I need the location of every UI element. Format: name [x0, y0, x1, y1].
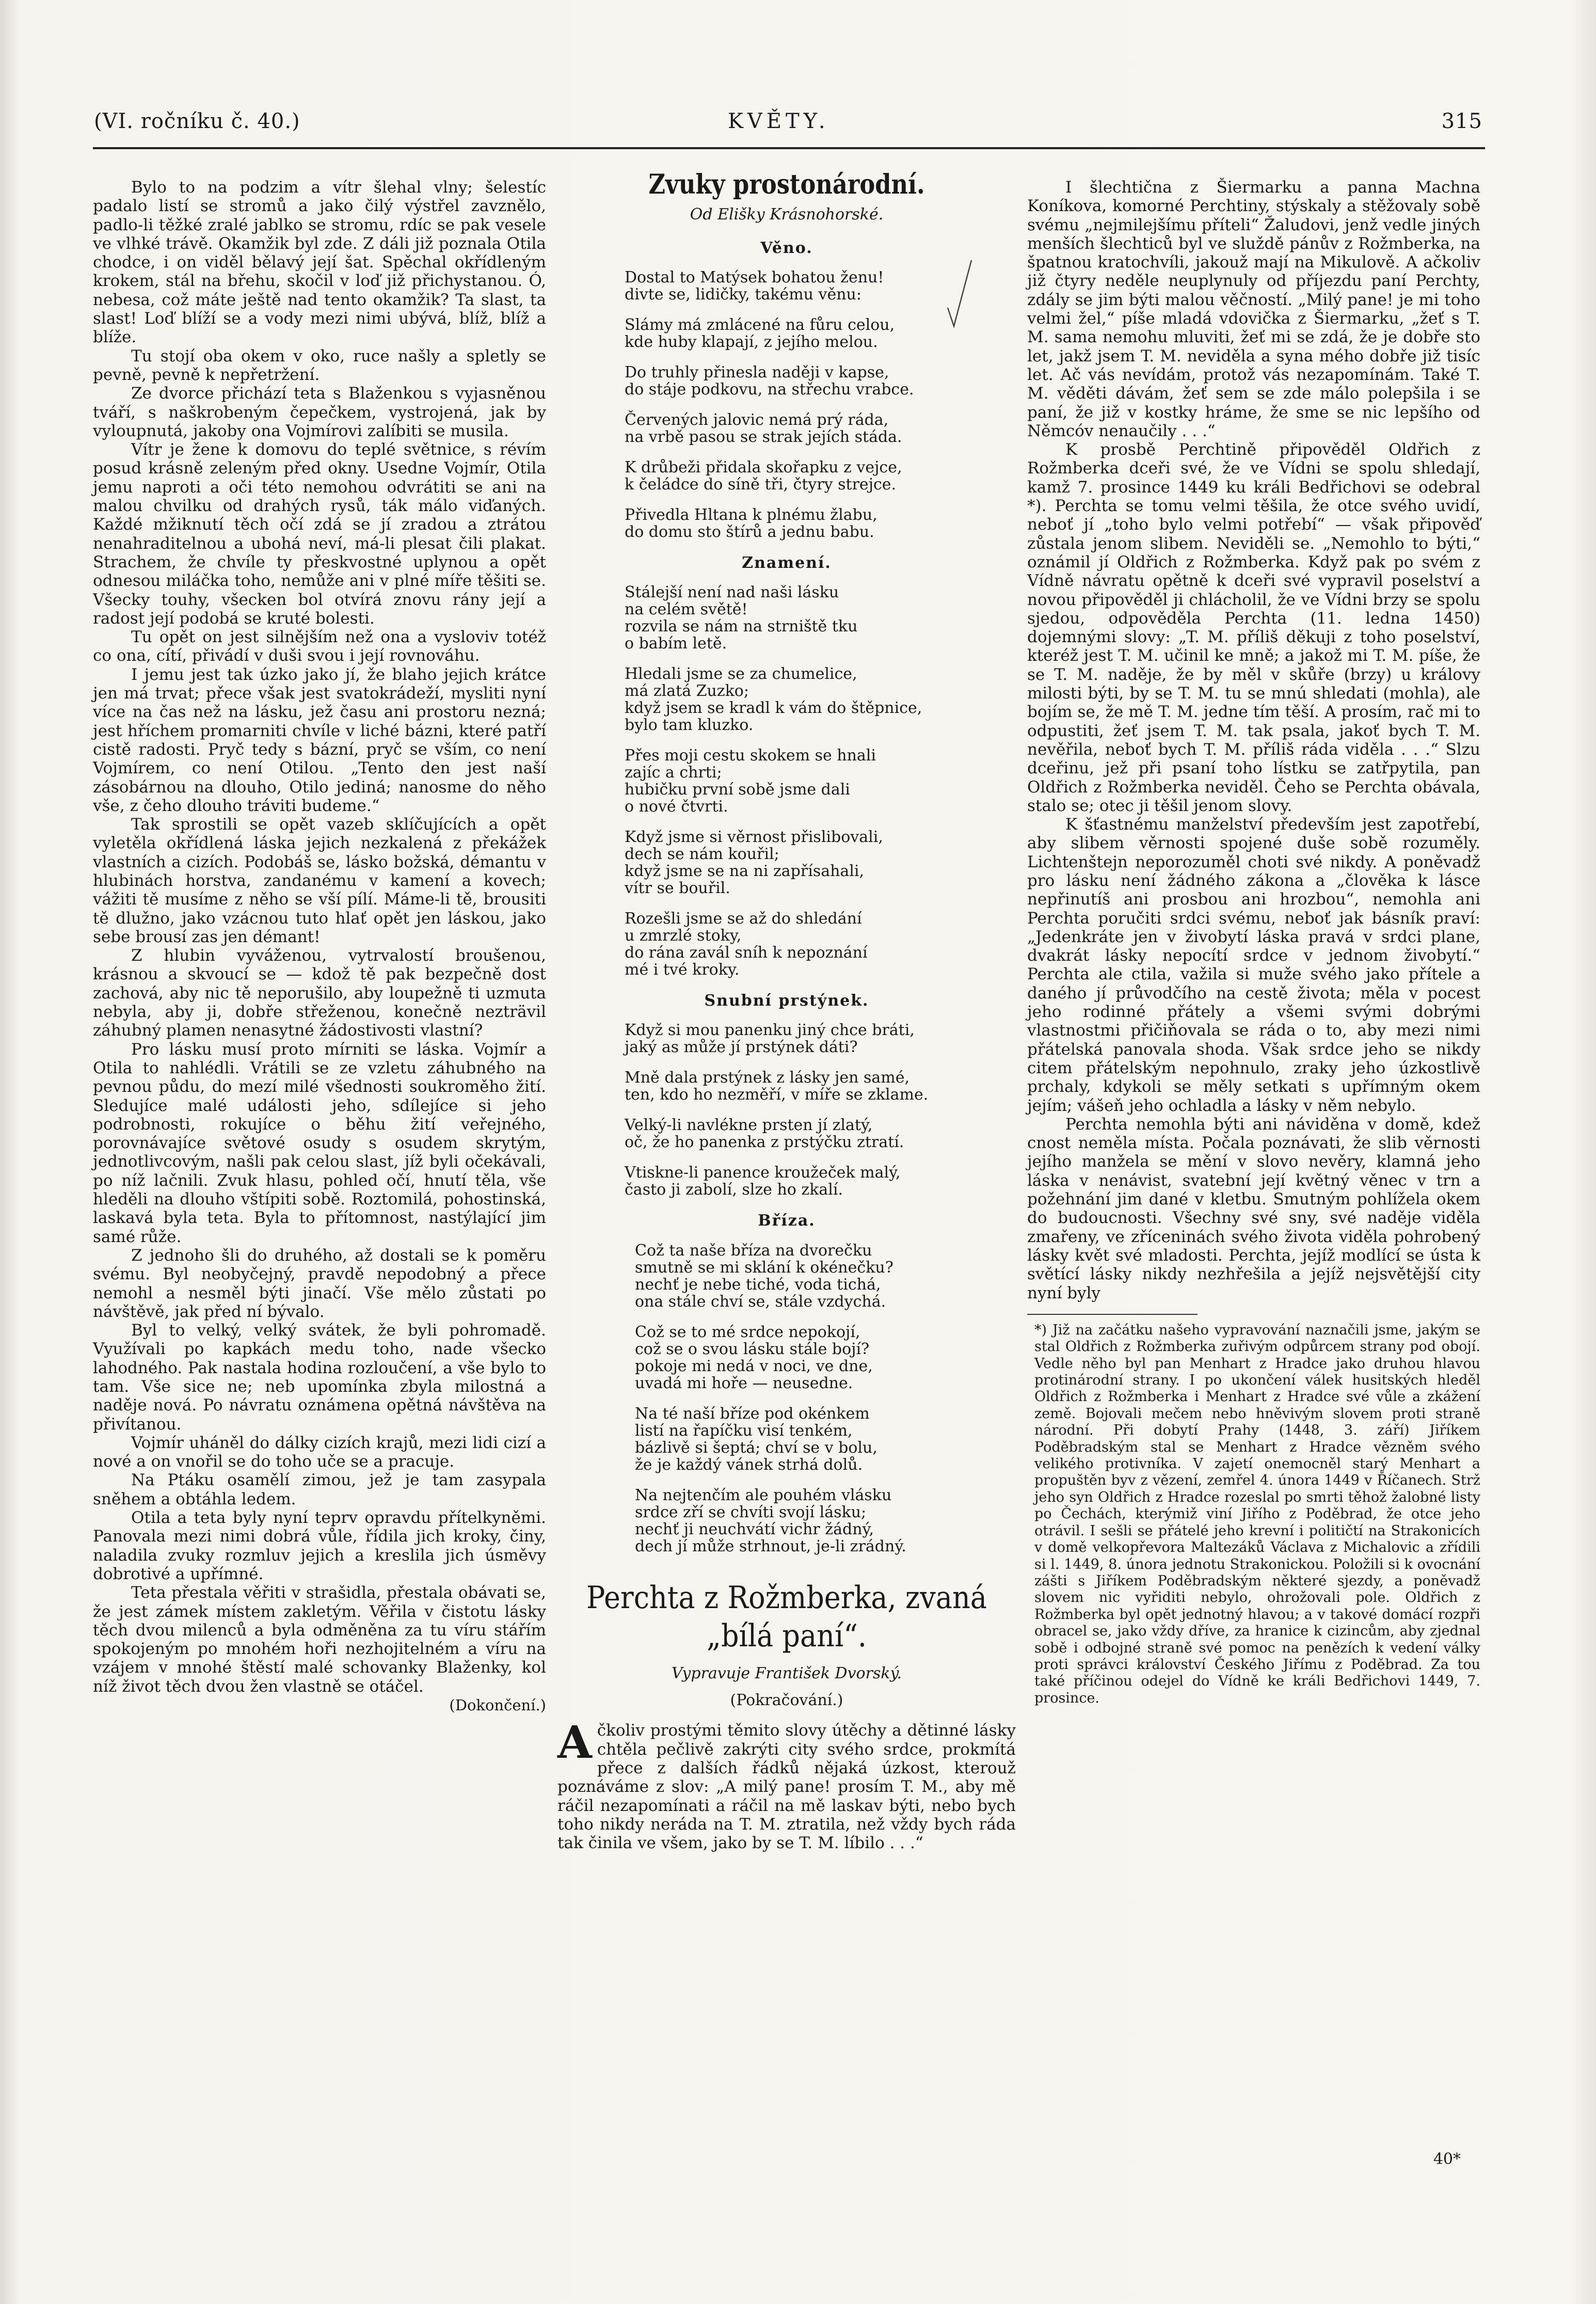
end-note: (Dokončení.) — [449, 1696, 546, 1714]
stanza: Na té naší bříze pod okénkem listí na řapíčku visí tenkém, bázlivě si šeptá; chví se v bolu, že je každý vánek strhá dolů. — [635, 1404, 877, 1474]
story-author: Vypravuje František Dvorský. — [671, 1664, 902, 1682]
column-right — [1027, 178, 1480, 1707]
stanza: Hledali jsme se za chumelice, má zlatá Zuzko; když jsem se kradl k vám do štěpnice, bylo tam kluzko. — [625, 665, 922, 735]
stanza: Slámy má zmlácené na fůru celou, kde huby klapají, z jejího melou. — [625, 315, 895, 351]
story-continued: (Pokračování.) — [730, 1691, 843, 1710]
paragraph: Vítr je žene k domovu do teplé světnice, s révím posud krásně zeleným před okny. Usedne Vojmír, Otila jemu naproti a oči této nemohou odvrátiti se ani na malou chvilku od drahých rysů, ták málo viďaných. Každé mžiknutí těch očí zdá se jí zradou a ztrátou nenahraditelnou a ubohá neví, má-li plesat čili plakat. Strachem, že chvíle ty přeskvostné uplynou a opět odnesou miláčka toho, nemůže ani v plné míře těšiti se. Všecky touhy, všecken bol otvírá znovu rány její a radost její podobá se kruté bolesti. — [93, 440, 546, 628]
column-left — [93, 178, 546, 1714]
poem-title: Bříza. — [758, 1212, 816, 1230]
journal-title: KVĚTY. — [728, 109, 829, 133]
paragraph: Tak sprostili se opět vazeb sklíčujících a opět vyletěla okřídlená láska jejich nezkalená z překážek vlastních a cizích. Podobáš se, lásko božská, démantu v hlubinách horstva, zandanému v kamení a kovech; vážiti tě musíme z něho se vší pílí. Máme-li tě, brousiti tě dlužno, jako vzácnou tuto hlať opět jen láskou, jako sebe brousí zas jen démant! — [93, 815, 546, 946]
drop-cap: A — [557, 1717, 592, 1769]
paragraph: Tu stojí oba okem v oko, ruce našly a spletly se pevně, pevně k nepřetržení. — [93, 346, 546, 384]
poems-author: Od Elišky Krásnohorské. — [690, 205, 884, 224]
column-middle — [557, 169, 1016, 1853]
paragraph: K prosbě Perchtině připověděl Oldřich z Rožmberka dceři své, že ve Vídni se spolu shledají, kamž 7. prosince 1449 ku králi Bedřichovi se odebral *). Perchta se tomu velmi těšila, že otce svého uvidí, neboť jí „toho bylo velmi potřebí“ — však připověď zůstala jenom slibem. Neviděli se. „Nemohlo to býti,“ oznámil jí Oldřich z Rožmberka. Když pak po svém z Vídně návratu opětně k dceři své vypravil poselství a novou připověděl ji chlácholil, že ve Vídni brzy se spolu sjedou, odpověděla Perchta (11. ledna 1450) dojemnými slovy: „T. M. příliš děkuji z toho poselství, kteréž jest T. M. učinil ke mně; a jakož mi T. M. píše, že se T. M. naděje, že by měl v skůře (brzy) u královy milosti býti, by se T. M. tu se mnú shledati (mohla), ale bojím se, že mě T. M. jedne tím těší. A prosím, rač mi to odpustiti, žeť jsem T. M. tak psala, jakoť bych T. M. nevěřila, neboť bych T. M. příliš ráda viděla . . .“ Slzu dceřinu, jež při psaní toho lístku se zatřpytila, pan Oldřich z Rožmberka neviděl. Čeho se Perchta obávala, stalo se; otec ji těšil jenom slovy. — [1027, 440, 1480, 815]
stanza: Velký-li navlékne prsten jí zlatý, oč, že ho panenka z prstýčku ztratí. — [625, 1116, 904, 1152]
paragraph: Vojmír uháněl do dálky cizích krajů, mezi lidi cizí a nové a on vnořil se do toho uče se a pracuje. — [93, 1433, 546, 1471]
footnote: *) Již na začátku našeho vypravování naznačili jsme, jakým se stal Oldřich z Rožmberka zuřivým odpůrcem strany pod obojí. Vedle něho byl pan Menhart z Hradce jako druhou hlavou protinárodní strany. I po ukončení válek husitských hleděl Oldřich z Rožmberka i Menhart z Hradce své vůle a zkážení země. Bojovali mečem nebo hněvivým slovem proti straně národní. Při dobytí Prahy (1448, 3. září) Jiříkem Poděbradským stal se Menhart z Hradce vězněm svého velikého protivníka. V zajetí onemocněl starý Menhart a propuštěn byv z vězení, zemřel 4. února 1449 v Říčanech. Strž jeho syn Oldřich z Hradce rozeslal po smrti těhož žalobné listy po Čechách, kterýmiž viní Jiřího z Poděbrad, že otce jeho otrávil. I sešli se přátelé jeho krevní i političtí na Strakonicích v domě velkopřevora Maltezáků Václava z Michalovic a zřídili si l. 1449, 8. února jednotu Strakonickou. Položili si k ovocnání zášti s Jiříkem Poděbradským některé sjezdy, a poněvadž slovem nic vyřiditi nebylo, ohrožovali pole. Oldřich z Rožmberka byl opět jednotný hlavou; a v takové domácí rozpři obracel se, jako vždy dříve, za hranice k cizincům, aby zjednal sobě i odbojné straně své pomoc na penězích k vedení války proti správci království Českého Jiřímu z Poděbrad. Za tou také příčinou odejel do Vídně ke králi Bedřichovi 1449, 7. prosince. — [1034, 1322, 1480, 1706]
paragraph: I šlechtična z Šiermarku a panna Machna Koníkova, komorné Perchtiny, stýskaly a stěžovaly sobě svému „nejmilejšímu příteli“ Žaludovi, jenž vedle jiných menších šlechticů byl ve služdě pánův z Rožmberka, na špatnou kratochvíli, jakouž mají na Mikulově. A ačkoliv již čtyry neděle neuplynuly od příjezdu paní Perchty, zdály se jim býti malou věčností. „Milý pane! je mi toho velmi žel,“ píše mladá vdovička z Šiermarku, „žeť s T. M. sama nemohu mluviti, žeť mi se zdá, že je dobře sto let, jakž jsem T. M. neviděla a syna mého dobře již tisíc let. Ač vás nevídám, protož vás nezapomínám. Také T. M. věděti dávám, žeť sem se zde málo polepšila i se paní, že již v kostky hráme, že sme se nic lepšího od Němcóv nenaučily . . .“ — [1027, 178, 1480, 440]
page-number: 315 — [1441, 109, 1482, 133]
pencil-mark-icon — [945, 258, 976, 330]
stanza: Přes moji cestu skokem se hnali zajíc a chrti; hubičku první sobě jsme dali o nové čtvrti. — [625, 746, 876, 816]
story-body — [557, 1717, 1016, 1853]
paragraph-text: Teta přestala věřiti v strašidla, přestala obávati se, že jest zámek místem zakletým. Věřila v čistotu lásky těch dvou milenců a byla odměněna za tu víru stářím spokojeným po mnohém hoři nezhojitelném a víru na vzájem v mnohé štěstí malé schovanky Blaženky, kol níž život těch dvou žen vlastně se otáčel. — [93, 1583, 546, 1696]
paragraph — [93, 1583, 546, 1714]
stanza: Do truhly přinesla naději v kapse, do stáje podkovu, na střechu vrabce. — [625, 363, 914, 399]
stanza: Na nejtenčím ale pouhém vlásku srdce zří se chvíti svojí lásku; nechť ji neuchvátí vichr žádný, dech jí může strhnout, je-li zrádný. — [635, 1486, 906, 1555]
paragraph: Na Ptáku osamělí zimou, jež je tam zasypala sněhem a obtáhla ledem. — [93, 1471, 546, 1508]
paragraph: Perchta nemohla býti ani náviděna v domě, kdež cnost neměla místa. Počala poznávati, že slib věrnosti jejího manžela se mění v slovo nevěry, klamná jeho láska v nenávist, svatební její květný věnec v trn a požehnání jim dané v kletbu. Smutným pohlížela okem do budoucnosti. Všechny své sny, své naděje viděla zmařeny, ve zříceninách svého života viděla pohrobený lásky květ své mladosti. Perchta, jejíž modlící se ústa k světící lásky nikdy nezhřešila a jejíž nejsvětější city nyní byly — [1027, 1115, 1480, 1302]
footnote-rule — [1027, 1314, 1198, 1315]
paragraph: Otila a teta byly nyní teprv opravdu přítelkyněmi. Panovala mezi nimi dobrá vůle, řídila jich kroky, činy, naladila zvuky rozmluv jejich a kreslila jich úsměvy dobrotivé a upřímné. — [93, 1508, 546, 1583]
signature-mark: 40* — [1433, 2150, 1461, 2168]
stanza: Když jsme si věrnost přislibovali, dech se nám kouřil; když jsme se na ni zapřísahali, vítr se bouřil. — [625, 828, 883, 898]
paragraph: Byl to velký, velký svátek, že byli pohromadě. Využívali po kapkách medu toho, nade všecko lahodného. Pak nastala hodina rozloučení, a vše bylo to tam. Vše sice ne; neb upomínka zbyla milostná a naděje nová. Po návratu oznámena opětná návštěva na přivítanou. — [93, 1321, 546, 1434]
paragraph: Tu opět on jest silnějším než ona a vysloviv totéž co ona, cítí, přivádí v duši svou i její rovnováhu. — [93, 628, 546, 665]
stanza: Rozešli jsme se až do shledání u zmrzlé stoky, do rána zavál sníh k nepoznání mé i tvé kroky. — [625, 910, 868, 979]
paragraph-text: čkoliv prostými těmito slovy útěchy a dětinné lásky chtěla pečlivě zakrýti city svého srdce, prokmítá přece z dalších řádků nějaká úzkost, kterouž poznáváme z slov: „A milý pane! prosím T. M., aby mě ráčil nezapomínati a ráčil na mě laskav býti, nebo bych toho nikdy neráda na T. M. ztratila, než vždy bych ráda tak činila ve všem, jako by se T. M. líbilo . . .“ — [557, 1721, 1016, 1853]
paragraph — [557, 1717, 1016, 1853]
stanza: Vtiskne-li panence kroužeček malý, často ji zabolí, slze ho zkalí. — [625, 1164, 901, 1199]
poem-title: Snubní prstýnek. — [704, 992, 869, 1010]
poem-title: Věno. — [760, 239, 813, 257]
stanza: K drůbeži přidala skořapku z vejce, k čeládce do síně tři, čtyry strejce. — [625, 458, 902, 494]
stanza: Což ta naše bříza na dvorečku smutně se mi sklání k okénečku? nechť je nebe tiché, voda tichá, ona stále chví se, stále vzdychá. — [635, 1241, 893, 1311]
header-rule — [93, 147, 1485, 149]
stanza: Mně dala prstýnek z lásky jen samé, ten, kdo ho nezměří, v míře se zklame. — [625, 1069, 929, 1104]
paragraph: Bylo to na podzim a vítr šlehal vlny; šelestíc padalo listí se stromů a jako čilý výstřel zavznělo, padlo-li těžké zralé jablko se stromu, rdíc se pak vesele ve vlhké trávě. Okamžik byl zde. Z dáli již poznala Otila chodce, i on viděl bělavý její šat. Spěchal okřídleným krokem, stál na břehu, skočil v loď již přichystanou. Ó, nebesa, což máte ještě nad tento okamžik? Ta slast, ta slast! Loď blíží se a vody mezi nimi ubývá, blíž, blíž a blíže. — [93, 178, 546, 347]
paragraph: K šťastnému manželství především jest zapotřebí, aby slibem věrnosti spojené duše sobě rozuměly. Lichtenštejn neporozuměl choti své nikdy. A poněvadž pro lásku není žádného zákona a „člověka k lásce nepřinutíš ani prosbou ani hrozbou“, nemohla ani Perchta poručiti srdci svému, neboť jak básník praví: „Jedenkráte jen v živobytí láska pravá v srdci plane, dvakrát lásky nepocítí srdce v jednom živobytí.“ Perchta ale ctila, važila si muže svého jako přítele a daného jí průvodčího na cestě života; měla v pocest jeho rodinné přátely a všemi svými dobrými vlastnostmi přičiňovala se ráda o to, aby mezi nimi přátelská panovala shoda. Však srdce jeho se nikdy citem přátelským nepohnulo, zraky jeho úzkostlivě prchaly, kdykoli se měly setkati s upřímným okem jejím; vášeň jeho ochladla a lásky v něm nebylo. — [1027, 815, 1480, 1115]
paragraph: Ze dvorce přichází teta s Blaženkou s vyjasněnou tváří, s naškrobeným čepečkem, vystrojená, jak by vyloupnutá, jakoby ona Vojmírovi zalíbiti se musila. — [93, 384, 546, 440]
paragraph: Z jednoho šli do druhého, až dostali se k poměru svému. Byl neobyčejný, pravdě nepodobný a přece nemohl a nesměl býti jinačí. Vše mělo zůstati po návštěvě, jak před ní bývalo. — [93, 1246, 546, 1321]
stanza: Dostal to Matýsek bohatou ženu! divte se, lidičky, takému věnu: — [625, 268, 884, 304]
paragraph: Z hlubin vyváženou, vytrvalostí broušenou, krásnou a skvoucí se — kdož tě pak bezpečně dost zachová, aby nic tě neporušilo, aby loupežně ti uzmuta nebyla, aby ji, dobře střeženou, konečně nezträvil záhubný plamen nenasytné žádostivosti vlastní? — [93, 946, 546, 1040]
stanza: Což se to mé srdce nepokojí, což se o svou lásku stále bojí? pokoje mi nedá v noci, ve dne, uvadá mi hoře — neusedne. — [635, 1323, 873, 1392]
stanza: Když si mou panenku jiný chce bráti, jaký as může jí prstýnek dáti? — [625, 1021, 915, 1057]
paragraph: I jemu jest tak úzko jako jí, že blaho jejich krátce jen má trvat; přece však jest svatokrádeží, mysliti nyní více na čas než na lásku, jež času ani prostoru nezná; jest hříchem promarniti chvíle v liché bázni, které patří cistě radosti. Pryč tedy s bázní, pryč se vším, co není Vojmírem, co není Otilou. „Tento den jest naší zásobárnou na dlouho, Otilo jediná; nanosme do něho vše, z čeho dlouho tráviti budeme.“ — [93, 665, 546, 815]
issue-label: (VI. ročníku č. 40.) — [94, 109, 300, 133]
stanza: Přivedla Hltana k plnému žlabu, do domu sto štírů a jednu babu. — [625, 505, 877, 541]
stanza: Červených jalovic nemá prý ráda, na vrbě pasou se strak jejích stáda. — [625, 410, 902, 446]
paragraph: Pro lásku musí proto mírniti se láska. Vojmír a Otila to nahlédli. Vrátili se ze vzletu záhubného na pevnou půdu, do mezí milé všednosti soukroměho žití. Sledujíce malé události jeho, sdílejíce si jeho podrobnosti, rokujíce o běhu žití veřejného, porovnávajíce světové osudy s osudem skrytým, jednotlivcovým, našli pak celou slast, jíž byli očekávali, po níž lačnili. Zvuk hlasu, pohled očí, hnutí těla, vše hleděli na dlouho vštípiti sobě. Roztomilá, pohostinská, laskavá byla teta. Byla to přítomnost, nastýlající jim samé růže. — [93, 1040, 546, 1246]
poems-title: Zvuky prostonárodní. — [648, 169, 925, 200]
stanza: Stálejší není nad naši lásku na celém světě! rozvila se nám na strniště tku o babím letě. — [625, 583, 858, 653]
poem-title: Znamení. — [742, 553, 832, 572]
story-title: Perchta z Rožmberka, zvaná „bílá paní“. — [586, 1579, 987, 1654]
